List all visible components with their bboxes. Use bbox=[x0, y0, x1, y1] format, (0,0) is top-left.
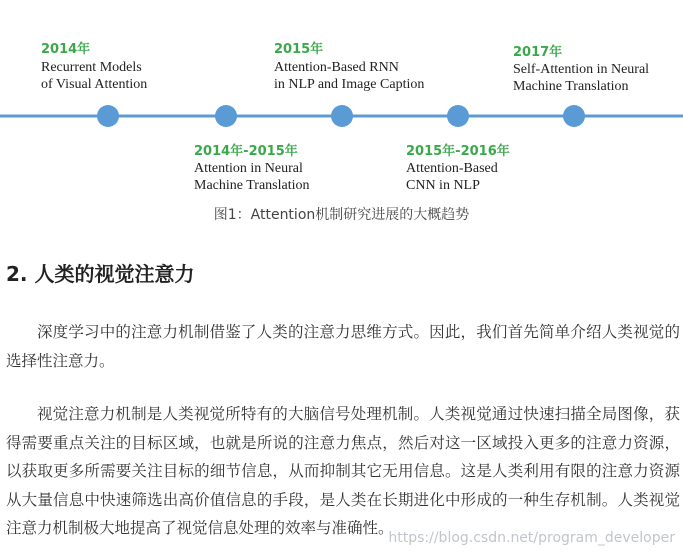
timeline-graphic bbox=[0, 0, 683, 200]
event-year-label: 2015年 bbox=[274, 42, 324, 57]
timeline-figure bbox=[0, 0, 683, 200]
timeline-dot-2017 bbox=[563, 105, 585, 127]
event-title-line: Attention-Based bbox=[406, 161, 498, 176]
event-title-line: Self-Attention in Neural bbox=[513, 62, 650, 77]
event-year-label: 2014年 bbox=[41, 42, 91, 57]
event-title-line: Machine Translation bbox=[513, 79, 629, 94]
event-title-line: in NLP and Image Caption bbox=[274, 77, 425, 92]
paragraph: 深度学习中的注意力机制借鉴了人类的注意力思维方式。因此，我们首先简单介绍人类视觉的选择性注意力。 bbox=[6, 323, 680, 370]
event-year-label: 2015年-2016年 bbox=[406, 144, 510, 159]
event-title-line: Attention-Based RNN bbox=[274, 60, 399, 75]
timeline-dot-2015 bbox=[331, 105, 353, 127]
event-title-line: CNN in NLP bbox=[406, 178, 480, 193]
watermark: https://blog.csdn.net/program_developer bbox=[388, 530, 675, 546]
timeline-dot-2015-2016 bbox=[447, 105, 469, 127]
event-year-label: 2017年 bbox=[513, 45, 563, 60]
event-title-line: Recurrent Models bbox=[41, 60, 142, 75]
timeline-dot-2014-2015 bbox=[215, 105, 237, 127]
event-title-line: of Visual Attention bbox=[41, 77, 148, 92]
paragraph: 视觉注意力机制是人类视觉所特有的大脑信号处理机制。人类视觉通过快速扫描全局图像，获得需要重点关注的目标区域，也就是所说的注意力焦点，然后对这一区域投入更多的注意力资源，以获取更多所需要关注目标的细节信息，从而抑制其它无用信息。这是人类利用有限的注意力资源从大量信息中快速筛选出高价值信息的手段，是人类在长期进化中形成的一种生存机制。人类视觉注意力机制极大地提高了视觉信息处理的效率与准确性。 bbox=[6, 405, 680, 538]
figure-caption: 图1：Attention机制研究进展的大概趋势 bbox=[213, 207, 470, 223]
timeline-dot-2014 bbox=[97, 105, 119, 127]
event-title-line: Machine Translation bbox=[194, 178, 310, 193]
event-title-line: Attention in Neural bbox=[194, 161, 303, 176]
section-heading: 2. 人类的视觉注意力 bbox=[6, 262, 195, 286]
event-year-label: 2014年-2015年 bbox=[194, 144, 298, 159]
